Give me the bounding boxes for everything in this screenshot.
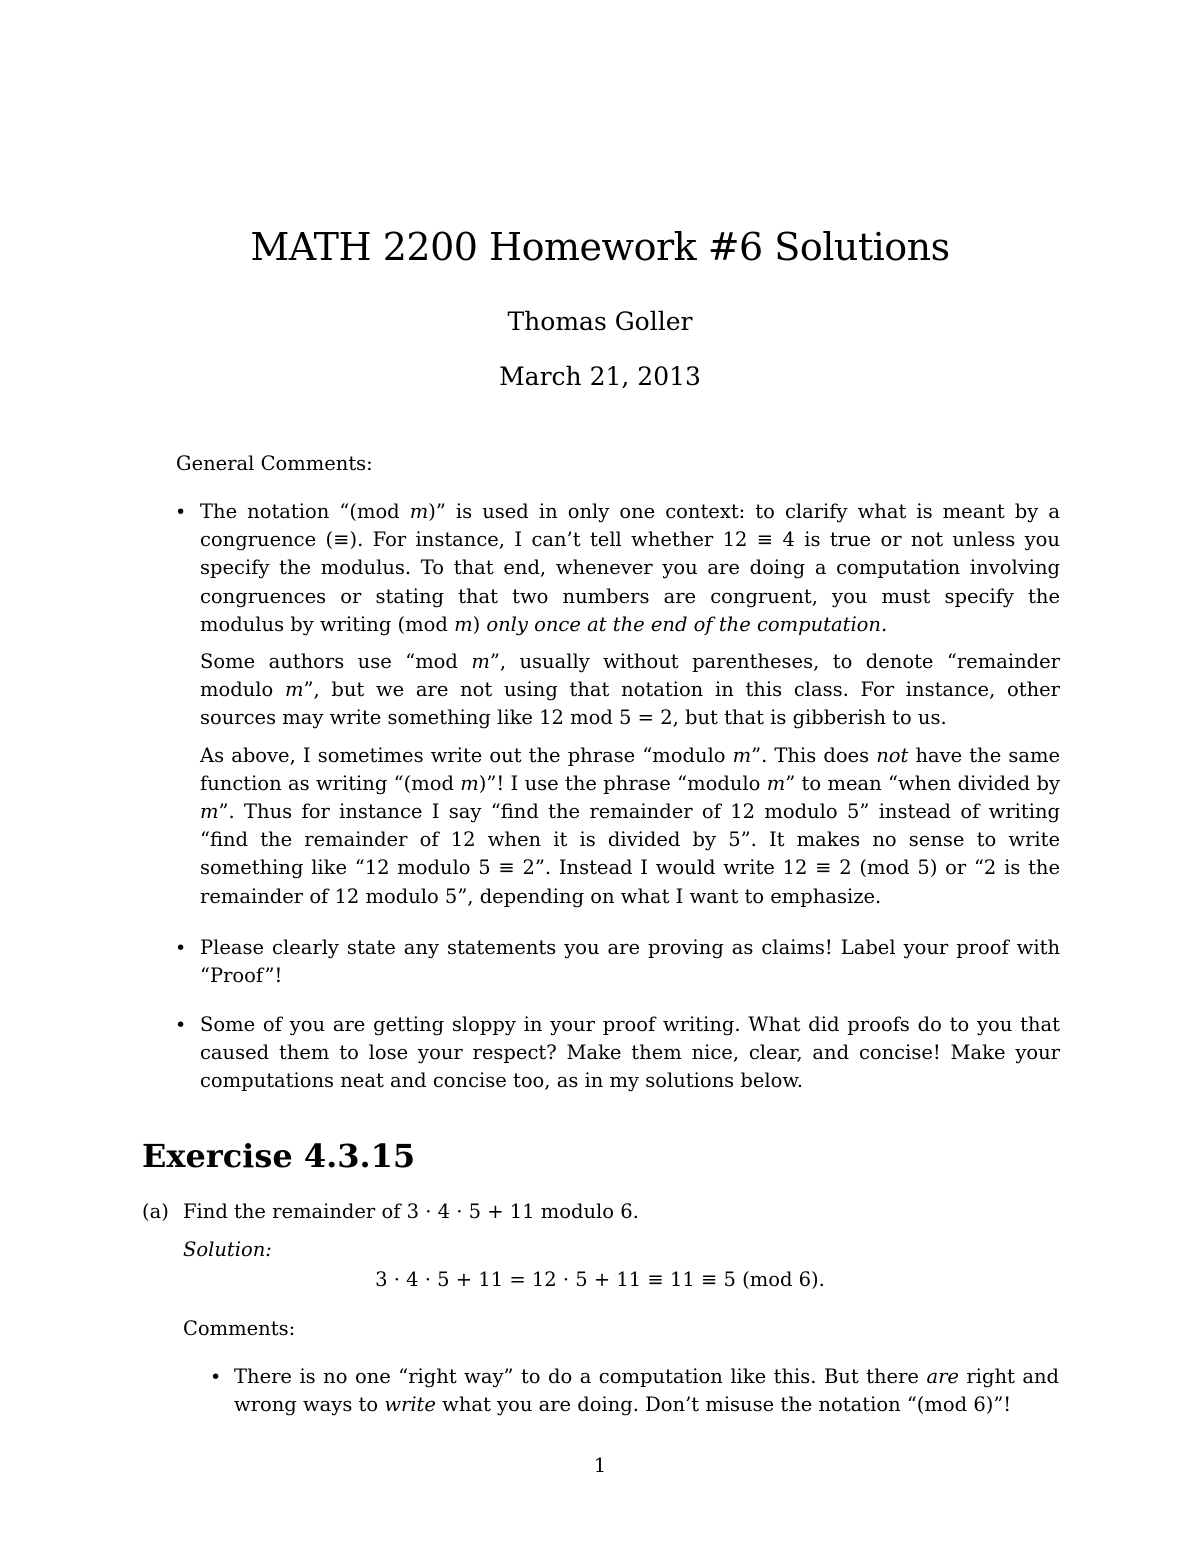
exercise-comment: There is no one “right way” to do a computation like this. But there are right and wrong ways to write what you are doing. Don’t misuse the notation “(mod 6)”! <box>234 1365 1060 1417</box>
exercise-heading: Exercise 4.3.15 <box>142 1137 416 1175</box>
comment-bullet-claims: Please clearly state any statements you are proving as claims! Label your proof with “Proof”! <box>200 936 1060 988</box>
notation-paragraph: The notation “(mod m)” is used in only one context: to clarify what is meant by a congruence (≡). For instance, I can’t tell whether 12 ≡ 4 is true or not unless you specify the modulus. To that end, whenever you are doing a computation involving congruences or stating that two numbers are congruent, you must specify the modulus by writing (mod m) only once at the end of the computation. <box>200 500 1060 636</box>
page-number: 1 <box>593 1454 607 1477</box>
bullet-icon: • <box>175 501 187 523</box>
part-question: Find the remainder of 3 · 4 · 5 + 11 modulo 6. <box>183 1200 639 1223</box>
part-label: (a) <box>142 1200 169 1223</box>
general-comments-heading: General Comments: <box>176 452 373 475</box>
solution-label: Solution: <box>183 1238 272 1261</box>
authors-paragraph: Some authors use “mod m”, usually without parentheses, to denote “remainder modulo m”, but we are not using that notation in this class. For instance, other sources may write something like 12 mod 5 = 2, but that is gibberish to us. <box>200 650 1060 730</box>
comments-label: Comments: <box>183 1317 296 1340</box>
bullet-icon: • <box>175 937 187 959</box>
comment-bullet-proof-writing: Some of you are getting sloppy in your proof writing. What did proofs do to you that caused them to lose your respect? Make them nice, clear, and concise! Make your computations neat and concise too, as in my solutions below. <box>200 1013 1060 1093</box>
page-title: MATH 2200 Homework #6 Solutions <box>250 225 950 269</box>
bullet-icon: • <box>210 1366 222 1388</box>
document-date: March 21, 2013 <box>499 362 701 391</box>
solution-equation: 3 · 4 · 5 + 11 = 12 · 5 + 11 ≡ 11 ≡ 5 (mod 6). <box>375 1268 825 1291</box>
bullet-icon: • <box>175 1014 187 1036</box>
modulo-phrase-paragraph: As above, I sometimes write out the phrase “modulo m”. This does not have the same function as writing “(mod m)”! I use the phrase “modulo m” to mean “when divided by m”. Thus for instance I say “find the remainder of 12 modulo 5” instead of writing “find the remainder of 12 when it is divided by 5”. It makes no sense to write something like “12 modulo 5 ≡ 2”. Instead I would write 12 ≡ 2 (mod 5) or “2 is the remainder of 12 modulo 5”, depending on what I want to emphasize. <box>200 743 1061 908</box>
comment-bullet-notation <box>200 498 1060 911</box>
author-name: Thomas Goller <box>507 307 693 336</box>
